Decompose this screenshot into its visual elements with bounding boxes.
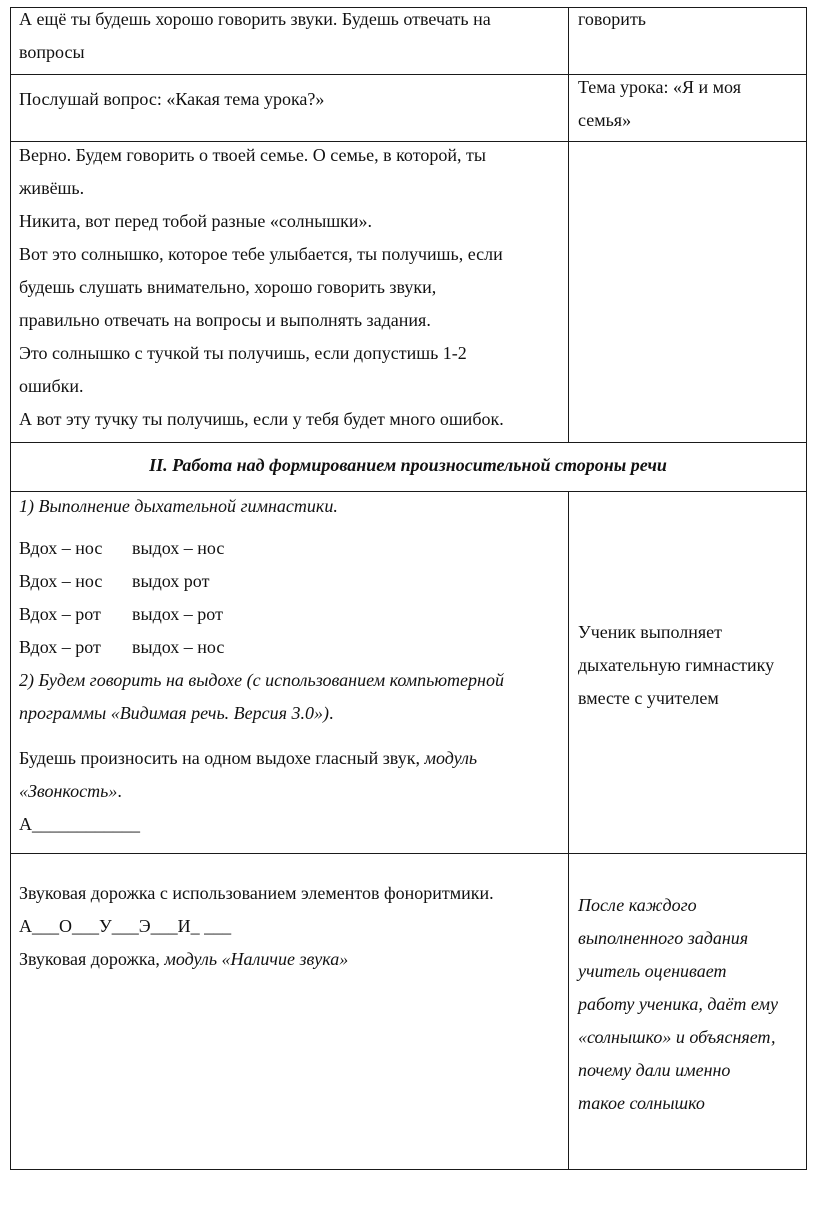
table-border-right [806,7,807,1170]
row2-right-cell [578,71,800,137]
text-line: Тема урока: «Я и моя [578,77,741,97]
column-divider [568,7,569,443]
text-line: дыхательную гимнастику [578,655,775,675]
text-line: правильно отвечать на вопросы и выполнять задания. [19,310,431,330]
speech-task-line: 2) Будем говорить на выдохе (с использованием компьютерной [19,670,504,690]
pronounce-line: «Звонкость». [19,781,122,801]
text-line: вопросы [19,42,85,62]
text-line: будешь слушать внимательно, хорошо говорить звуки, [19,277,437,297]
table-border-left [10,7,11,1170]
text-line: Верно. Будем говорить о твоей семье. О семье, в которой, ты [19,145,486,165]
column-divider [568,491,569,1170]
row6-right-cell [578,889,803,1120]
text-line: вместе с учителем [578,688,719,708]
row2-left-cell [19,83,559,116]
breathing-line: Вдох – рот выдох – рот [19,604,223,624]
breathing-line: Вдох – нос выдох рот [19,571,210,591]
text-line: Вот это солнышко, которое тебе улыбается, ты получишь, если [19,244,503,264]
row6-left-cell [19,877,564,976]
vowel-line: А____________ [19,814,140,834]
table-border-bottom [10,1169,807,1170]
text-line: «солнышко» и объясняет, [578,1027,776,1047]
text-line: Звуковая дорожка с использованием элементов фоноритмики. [19,883,494,903]
text-line: учитель оценивает [578,961,727,981]
row5-right-cell [578,616,803,715]
text-line: А ещё ты будешь хорошо говорить звуки. Будешь отвечать на [19,9,491,29]
text-line: Послушай вопрос: «Какая тема урока?» [19,89,325,109]
row-divider [10,853,807,854]
row3-left-cell [19,139,564,436]
text-line: выполненного задания [578,928,749,948]
text-line: почему дали именно [578,1060,731,1080]
row-divider [10,442,807,443]
text-line: А вот эту тучку ты получишь, если у тебя будет много ошибок. [19,409,504,429]
text-line: Никита, вот перед тобой разные «солнышки». [19,211,373,231]
text-line: Это солнышко с тучкой ты получишь, если допустишь 1-2 [19,343,467,363]
breathing-line: Вдох – рот выдох – нос [19,637,225,657]
row5-left-cell [19,490,564,841]
row1-right-cell [578,3,800,36]
text-line: Звуковая дорожка, модуль «Наличие звука» [19,949,349,969]
text-line: семья» [578,110,632,130]
sound-track-line: А___О___У___Э___И_ ___ [19,916,232,936]
section-heading: II. Работа над формированием произносительной стороны речи [149,455,667,475]
text-line: ошибки. [19,376,84,396]
text-line: Ученик выполняет [578,622,723,642]
speech-task-line: программы «Видимая речь. Версия 3.0»). [19,703,334,723]
text-line: После каждого [578,895,697,915]
breathing-task-title: 1) Выполнение дыхательной гимнастики. [19,496,338,516]
row1-left-cell [19,3,559,69]
breathing-line: Вдох – нос выдох – нос [19,538,225,558]
text-line: такое солнышко [578,1093,705,1113]
text-line: живёшь. [19,178,85,198]
pronounce-line: Будешь произносить на одном выдохе гласный звук, модуль [19,748,478,768]
text-line: работу ученика, даёт ему [578,994,778,1014]
text-line: говорить [578,9,647,29]
